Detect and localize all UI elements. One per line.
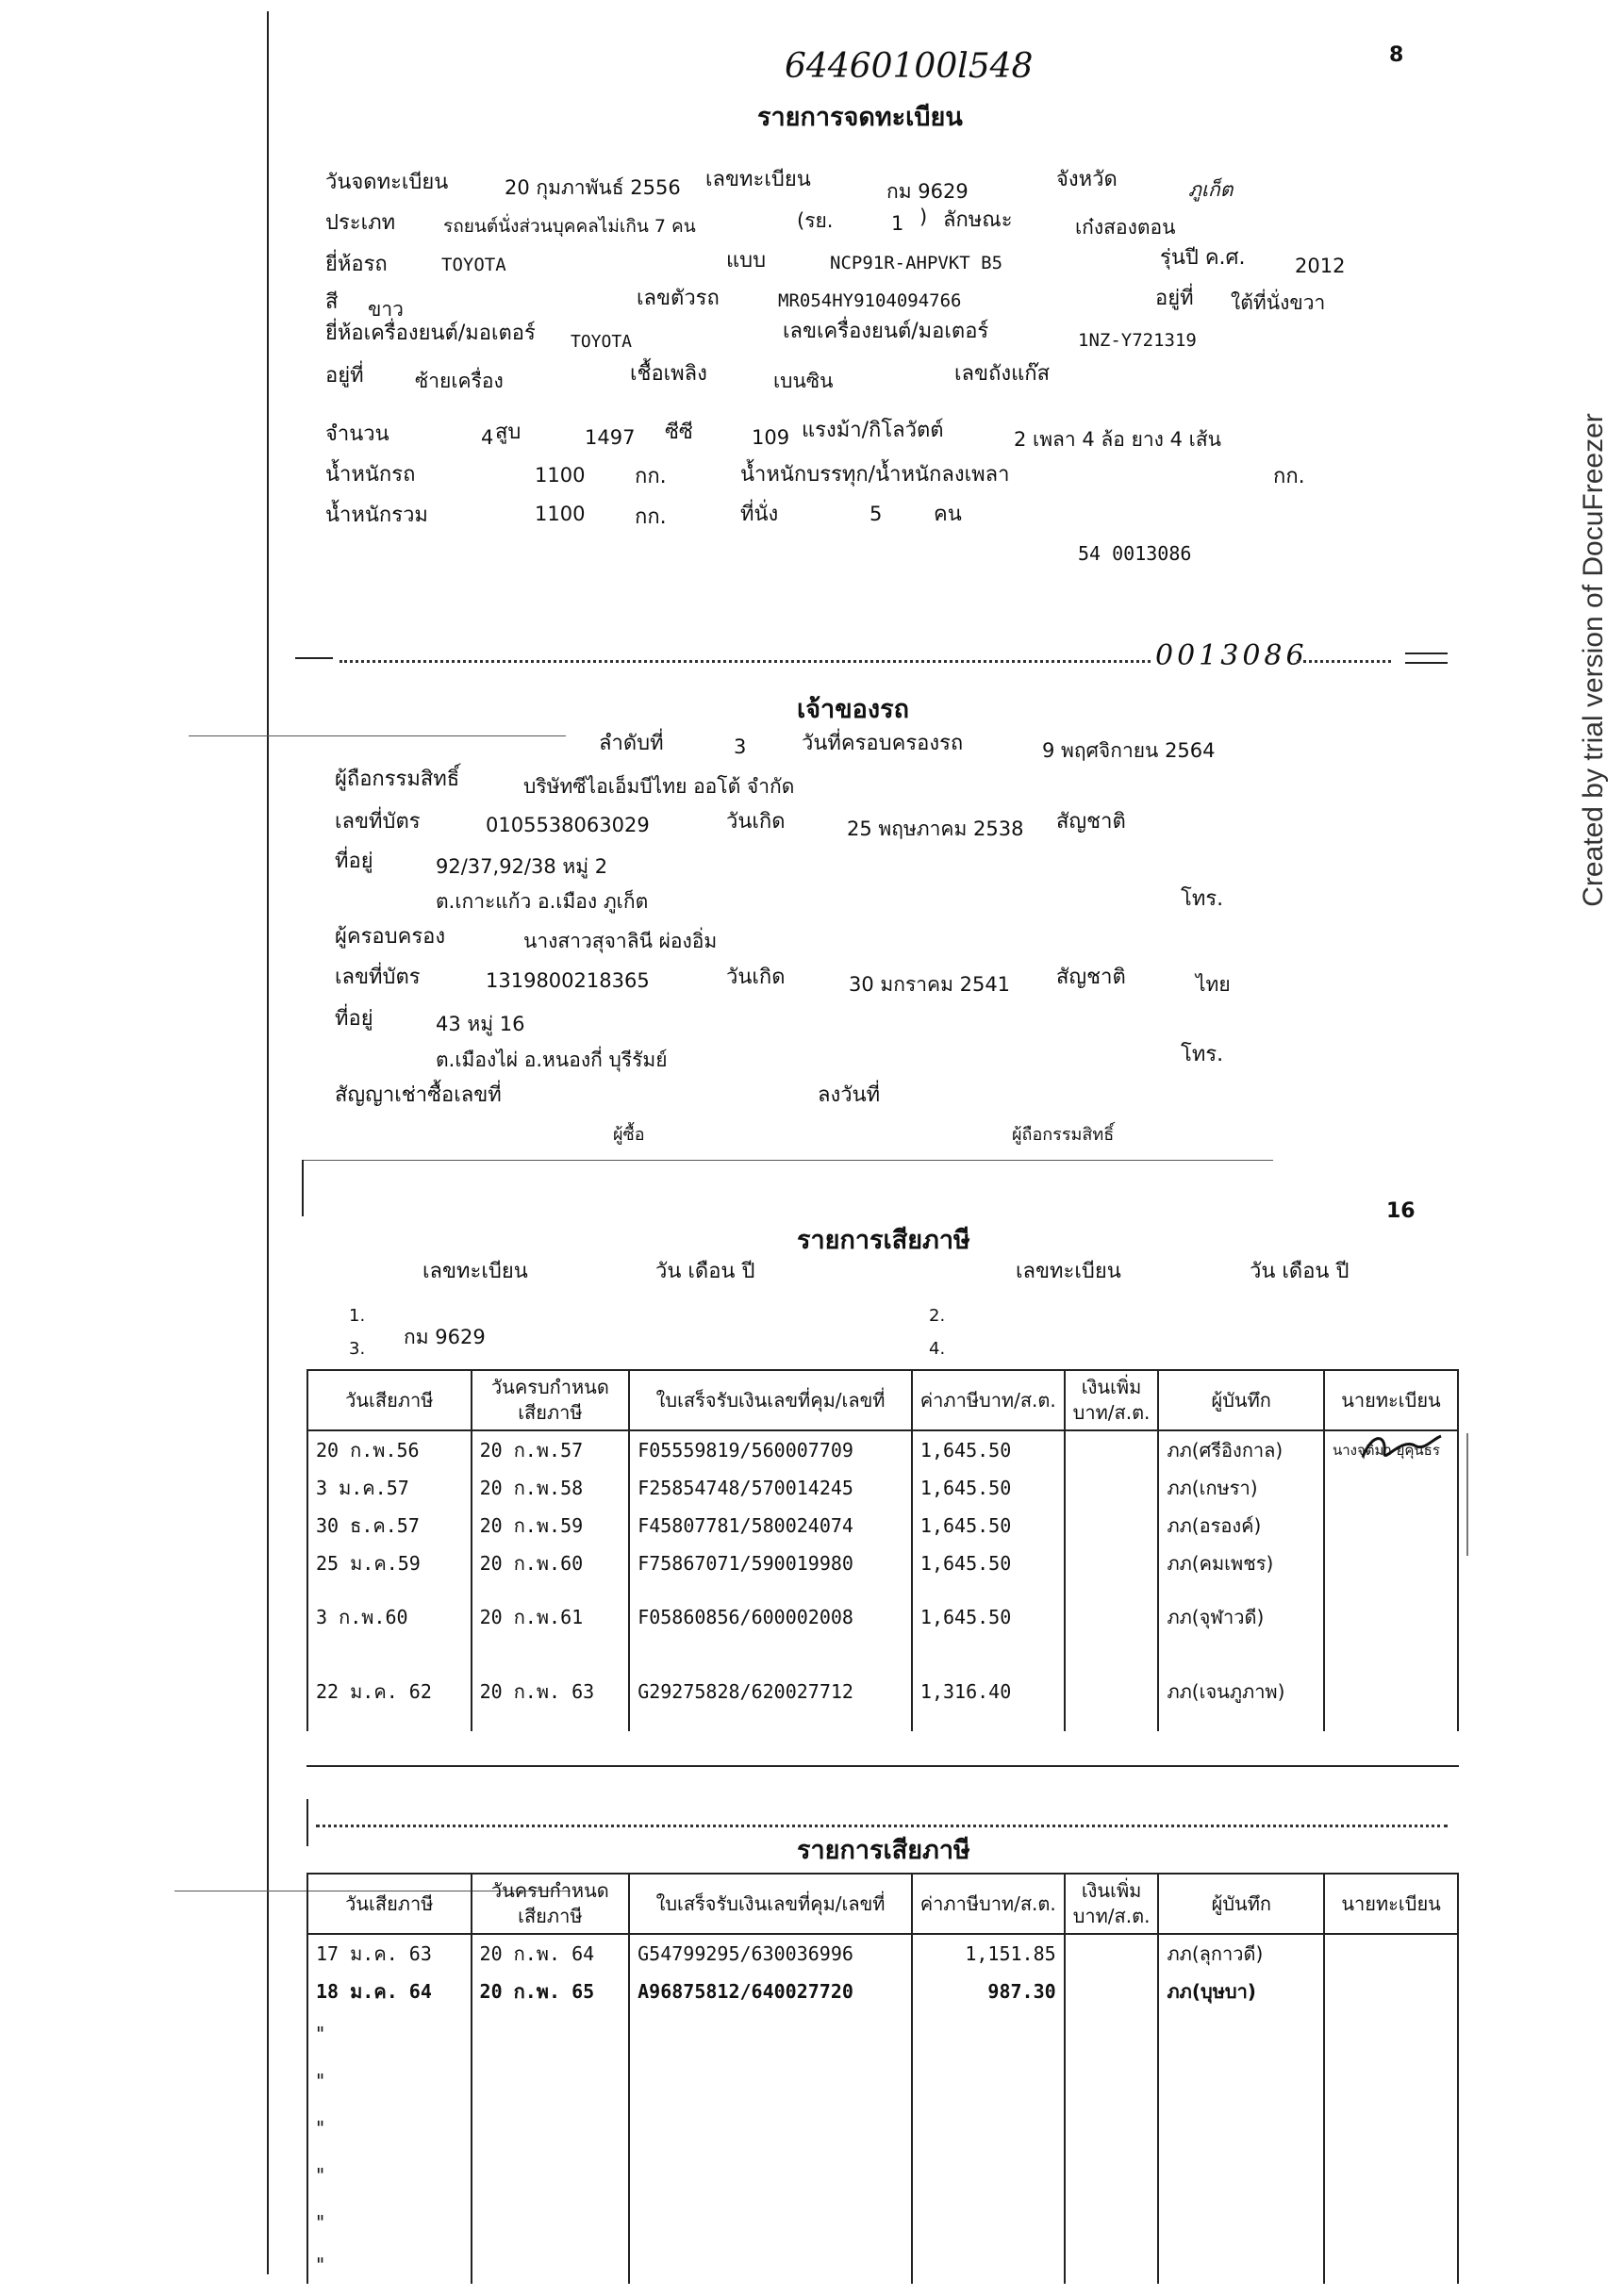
reg-date-label: วันจดทะเบียน [325,171,449,194]
tax-amount: 1,645.50 [912,1469,1065,1507]
tax-entry-plate-1: กม 9629 [404,1326,486,1348]
occupant-address-line-2: ต.เมืองไผ่ อ.หนองกี่ บุรีรัมย์ [436,1049,668,1071]
tax-plate-label-1: เลขทะเบียน [422,1260,528,1283]
ditto-mark: " [307,2010,472,2057]
fuel-label: เชื้อเพลิง [630,362,707,386]
engine-cc: 1497 [585,426,636,449]
recorder: ภภ(ศรีอิงกาล) [1158,1430,1324,1469]
tax-date: 17 ม.ค. 63 [307,1934,472,1973]
occupant-id-label: เลขที่บัตร [335,966,421,989]
tax-table-2-header [307,1874,1458,1934]
registrar [1324,1469,1458,1507]
registrar [1324,1582,1458,1652]
surcharge [1065,1469,1159,1507]
holder-address-label: ที่อยู่ [335,850,373,873]
style-label: ลักษณะ [943,208,1013,232]
table-row [307,1652,1458,1731]
cylinders: 4 [481,426,494,449]
table-row [307,2105,1458,2152]
occupant-nationality-label: สัญชาติ [1056,966,1126,989]
plate: กม 9629 [886,180,969,203]
tax-plate-label-2: เลขทะเบียน [1016,1260,1121,1283]
receipt-no: A96875812/640027720 [629,1973,912,2010]
rs-label: (รย. [797,209,834,232]
cut-strip-right-line [1405,652,1448,654]
weight: 1100 [535,464,586,487]
tax-entry-number-3: 3. [349,1339,366,1359]
table-row [307,1507,1458,1544]
cut-strip-number: 0013086 [1155,639,1308,672]
gross-weight-label: น้ำหนักรวม [325,504,428,527]
hp-label: แรงม้า/กิโลวัตต์ [802,419,944,442]
surcharge [1065,1973,1159,2010]
tax-date: 22 ม.ค. 62 [307,1652,472,1731]
header-due-date: วันครบกำหนดเสียภาษี [472,1874,630,1934]
occupant-id: 1319800218365 [486,969,650,992]
surcharge [1065,1652,1159,1731]
brand: TOYOTA [441,255,506,275]
ditto-mark: " [307,2105,472,2152]
holder-label: ผู้ถือกรรมสิทธิ์ [335,768,460,791]
order-label: ลำดับที่ [599,732,664,755]
holder-name: บริษัทซีไอเอ็มบีไทย ออโต้ จำกัด [523,775,795,798]
possession-date: 9 พฤศจิกายน 2564 [1042,739,1216,762]
registrar: นางจุติมา ยุคุนธร [1324,1430,1458,1469]
horsepower: 109 [752,426,790,449]
model: NCP91R-AHPVKT B5 [830,253,1003,273]
header-recorder: ผู้บันทึก [1158,1370,1324,1430]
occupant-name: นางสาวสุจาลินี ผ่องอิ่ม [523,930,718,952]
cc-label: ซีซี [665,421,693,444]
due-date: 20 ก.พ.58 [472,1469,630,1507]
axles: 2 เพลา 4 ล้อ ยาง 4 เส้น [1014,428,1221,451]
kg-label-1: กก. [635,465,667,488]
engine-position-label: อยู่ที่ [325,364,364,388]
seats-label: ที่นั่ง [740,503,779,526]
receipt-no: F25854748/570014245 [629,1469,912,1507]
seats: 5 [869,503,883,525]
document-serial: 54 0013086 [1078,542,1192,565]
surcharge [1065,1430,1159,1469]
engine-brand: TOYOTA [571,332,633,352]
tax-amount: 1,151.85 [912,1934,1065,1973]
header-tax-date: วันเสียภาษี [307,1370,472,1430]
cut-strip-2-dots [316,1825,1448,1827]
header-surcharge: เงินเพิ่มบาท/ส.ต. [1065,1370,1159,1430]
brand-label: ยี่ห้อรถ [325,253,388,276]
tax-amount: 1,316.40 [912,1652,1065,1731]
registrar-signature [1358,1429,1443,1466]
header-tax-amount: ค่าภาษีบาท/ส.ต. [912,1874,1065,1934]
plate-label: เลขทะเบียน [705,168,811,191]
registration-title: รายการจดทะเบียน [757,103,963,132]
rs-close: ) [919,206,928,228]
due-date: 20 ก.พ. 63 [472,1652,630,1731]
receipt-no: F75867071/590019980 [629,1544,912,1582]
gas-tank-label: เลขถังแก๊ส [954,362,1051,386]
tax-date: 25 ม.ค.59 [307,1544,472,1582]
table-row [307,1544,1458,1582]
ditto-mark: " [307,2152,472,2199]
occupant-address-line-1: 43 หมู่ 16 [436,1013,525,1035]
due-date: 20 ก.พ.60 [472,1544,630,1582]
tax-amount: 1,645.50 [912,1507,1065,1544]
recorder: ภภ(คมเพชร) [1158,1544,1324,1582]
tax-date: 18 ม.ค. 64 [307,1973,472,2010]
cut-strip-dots [340,660,1151,663]
kg-label-3: กก. [635,505,667,529]
signed-date-label: ลงวันที่ [818,1083,881,1107]
tax-amount: 987.30 [912,1973,1065,2010]
possession-date-label: วันที่ครอบครองรถ [802,732,964,755]
tax-date: 3 ม.ค.57 [307,1469,472,1507]
year-label: รุ่นปี ค.ศ. [1160,246,1246,270]
occupant-dob-label: วันเกิด [726,966,786,989]
header-receipt: ใบเสร็จรับเงินเลขที่คุม/เลขที่ [629,1370,912,1430]
holder-dob: 25 พฤษภาคม 2538 [847,818,1024,840]
chassis-position: ใต้ที่นั่งขวา [1231,291,1326,314]
model-year: 2012 [1295,255,1346,277]
cut-text-holder: ผู้ถือกรรมสิทธิ์ [1012,1125,1115,1145]
table-row [307,2152,1458,2199]
body-style: เก๋งสองตอน [1075,216,1176,239]
type-label: ประเภท [325,211,396,235]
header-tax-amount: ค่าภาษีบาท/ส.ต. [912,1370,1065,1430]
province: ภูเก็ต [1188,178,1234,201]
header-registrar: นายทะเบียน [1324,1874,1458,1934]
due-date: 20 ก.พ.57 [472,1430,630,1469]
tax-amount: 1,645.50 [912,1430,1065,1469]
occupant-nationality: ไทย [1196,973,1231,996]
kg-label-2: กก. [1273,465,1305,488]
receipt-no: F05559819/560007709 [629,1430,912,1469]
registrar [1324,1973,1458,2010]
chassis-label: เลขตัวรถ [637,287,720,310]
color: ขาว [368,298,404,321]
tax-entry-number-4: 4. [929,1339,946,1359]
tax-entry-number-2: 2. [929,1306,946,1326]
gross-weight: 1100 [535,503,586,525]
registrar [1324,1934,1458,1973]
tax-date: 30 ธ.ค.57 [307,1507,472,1544]
table-row [307,1973,1458,2010]
header-tax-date: วันเสียภาษี [307,1874,472,1934]
table-row [307,2246,1458,2284]
load-label: น้ำหนักบรรทุก/น้ำหนักลงเพลา [740,463,1010,487]
ditto-mark: " [307,2057,472,2105]
tax-amount: 1,645.50 [912,1582,1065,1652]
recorder: ภภ(ลุกาวดี) [1158,1934,1324,1973]
chassis-number: MR054HY9104094766 [778,290,962,311]
province-label: จังหวัด [1056,168,1118,191]
tax-table-2 [306,1873,1459,2284]
engine-position: ซ้ายเครื่อง [415,370,504,392]
tax-entry-number-1: 1. [349,1306,366,1326]
cut-strip-dots-right [1297,660,1391,663]
engine-number: 1NZ-Y721319 [1078,330,1197,351]
owner-title: เจ้าของรถ [797,695,909,724]
receipt-no: F05860856/600002008 [629,1582,912,1652]
header-receipt: ใบเสร็จรับเงินเลขที่คุม/เลขที่ [629,1874,912,1934]
recorder: ภภ(บุษบา) [1158,1973,1324,2010]
table-row [307,2199,1458,2246]
occupant-dob: 30 มกราคม 2541 [849,973,1011,996]
left-margin-line [267,11,269,2274]
holder-id-label: เลขที่บัตร [335,810,421,834]
owner-section-rule [189,735,566,736]
engine-brand-label: ยี่ห้อเครื่องยนต์/มอเตอร์ [325,322,536,345]
registrar [1324,1652,1458,1731]
tax-amount: 1,645.50 [912,1544,1065,1582]
model-label: แบบ [726,249,767,273]
handwritten-reference: 64460100l548 [785,47,1034,86]
tax-frame-left [302,1160,304,1216]
occupant-address-label: ที่อยู่ [335,1007,373,1031]
tax-table-1-header [307,1370,1458,1430]
color-label: สี [325,290,339,314]
holder-address-line-1: 92/37,92/38 หมู่ 2 [436,855,608,878]
recorder: ภภ(อรองค์) [1158,1507,1324,1544]
tax-frame-top [302,1160,1273,1161]
header-surcharge: เงินเพิ่มบาท/ส.ต. [1065,1874,1159,1934]
holder-phone-label: โทร. [1181,887,1224,911]
table-row [307,1934,1458,1973]
tax-date: 20 ก.พ.56 [307,1430,472,1469]
rs-value: 1 [891,212,904,235]
receipt-no: F45807781/580024074 [629,1507,912,1544]
ditto-mark: " [307,2246,472,2284]
tax-title: รายการเสียภาษี [797,1226,970,1255]
occupant-phone-label: โทร. [1181,1043,1224,1066]
vehicle-type: รถยนต์นั่งส่วนบุคคลไม่เกิน 7 คน [443,216,696,237]
tax-date-label-1: วัน เดือน ปี [655,1260,755,1283]
ditto-mark: " [307,2199,472,2246]
cut-strip-right-line-2 [1405,662,1448,664]
holder-id: 0105538063029 [486,814,650,836]
tax-table-1 [306,1369,1459,1731]
header-due-date: วันครบกำหนดเสียภาษี [472,1370,630,1430]
order-number: 3 [734,735,747,758]
weight-label: น้ำหนักรถ [325,463,416,487]
recorder: ภภ(เจนภูภาพ) [1158,1652,1324,1731]
reg-date: 20 กุมภาพันธ์ 2556 [505,176,681,199]
surcharge [1065,1507,1159,1544]
header-registrar: นายทะเบียน [1324,1370,1458,1430]
holder-dob-label: วันเกิด [726,810,786,834]
surcharge [1065,1582,1159,1652]
chassis-position-label: อยู่ที่ [1155,287,1194,310]
tax-date: 3 ก.พ.60 [307,1582,472,1652]
holder-nationality-label: สัญชาติ [1056,810,1126,834]
surcharge [1065,1544,1159,1582]
cut-strip-left-bracket [295,657,333,659]
cylinder-label: สูบ [495,421,522,444]
tax-page-number: 16 [1386,1199,1416,1223]
docufreezer-watermark: Created by trial version of DocuFreezer [1578,413,1609,907]
table-row [307,2010,1458,2057]
receipt-no: G29275828/620027712 [629,1652,912,1731]
due-date: 20 ก.พ. 64 [472,1934,630,1973]
due-date: 20 ก.พ.59 [472,1507,630,1544]
table-row [307,2057,1458,2105]
due-date: 20 ก.พ.61 [472,1582,630,1652]
registrar [1324,1507,1458,1544]
engine-number-label: เลขเครื่องยนต์/มอเตอร์ [783,320,989,343]
header-recorder: ผู้บันทึก [1158,1874,1324,1934]
page-number: 8 [1389,43,1404,67]
tax-table-1-bottom [306,1765,1459,1767]
table-row [307,1582,1458,1652]
registrar [1324,1544,1458,1582]
tax-date-label-2: วัน เดือน ปี [1250,1260,1350,1283]
right-margin-line [1466,1433,1468,1556]
persons-label: คน [934,503,962,526]
cut-strip-2-bracket [306,1799,308,1846]
hire-purchase-label: สัญญาเช่าซื้อเลขที่ [335,1083,502,1107]
table-row [307,1430,1458,1469]
recorder: ภภ(เกษรา) [1158,1469,1324,1507]
due-date: 20 ก.พ. 65 [472,1973,630,2010]
cut-text-buyer: ผู้ซื้อ [613,1125,645,1145]
recorder: ภภ(จุฬาวดี) [1158,1582,1324,1652]
fuel: เบนซิน [773,370,834,392]
holder-address-line-2: ต.เกาะแก้ว อ.เมือง ภูเก็ต [436,890,649,913]
count-label: จำนวน [325,422,389,446]
tax-title-2: รายการเสียภาษี [797,1836,970,1865]
table-row [307,1469,1458,1507]
surcharge [1065,1934,1159,1973]
occupant-label: ผู้ครอบครอง [335,925,446,949]
receipt-no: G54799295/630036996 [629,1934,912,1973]
